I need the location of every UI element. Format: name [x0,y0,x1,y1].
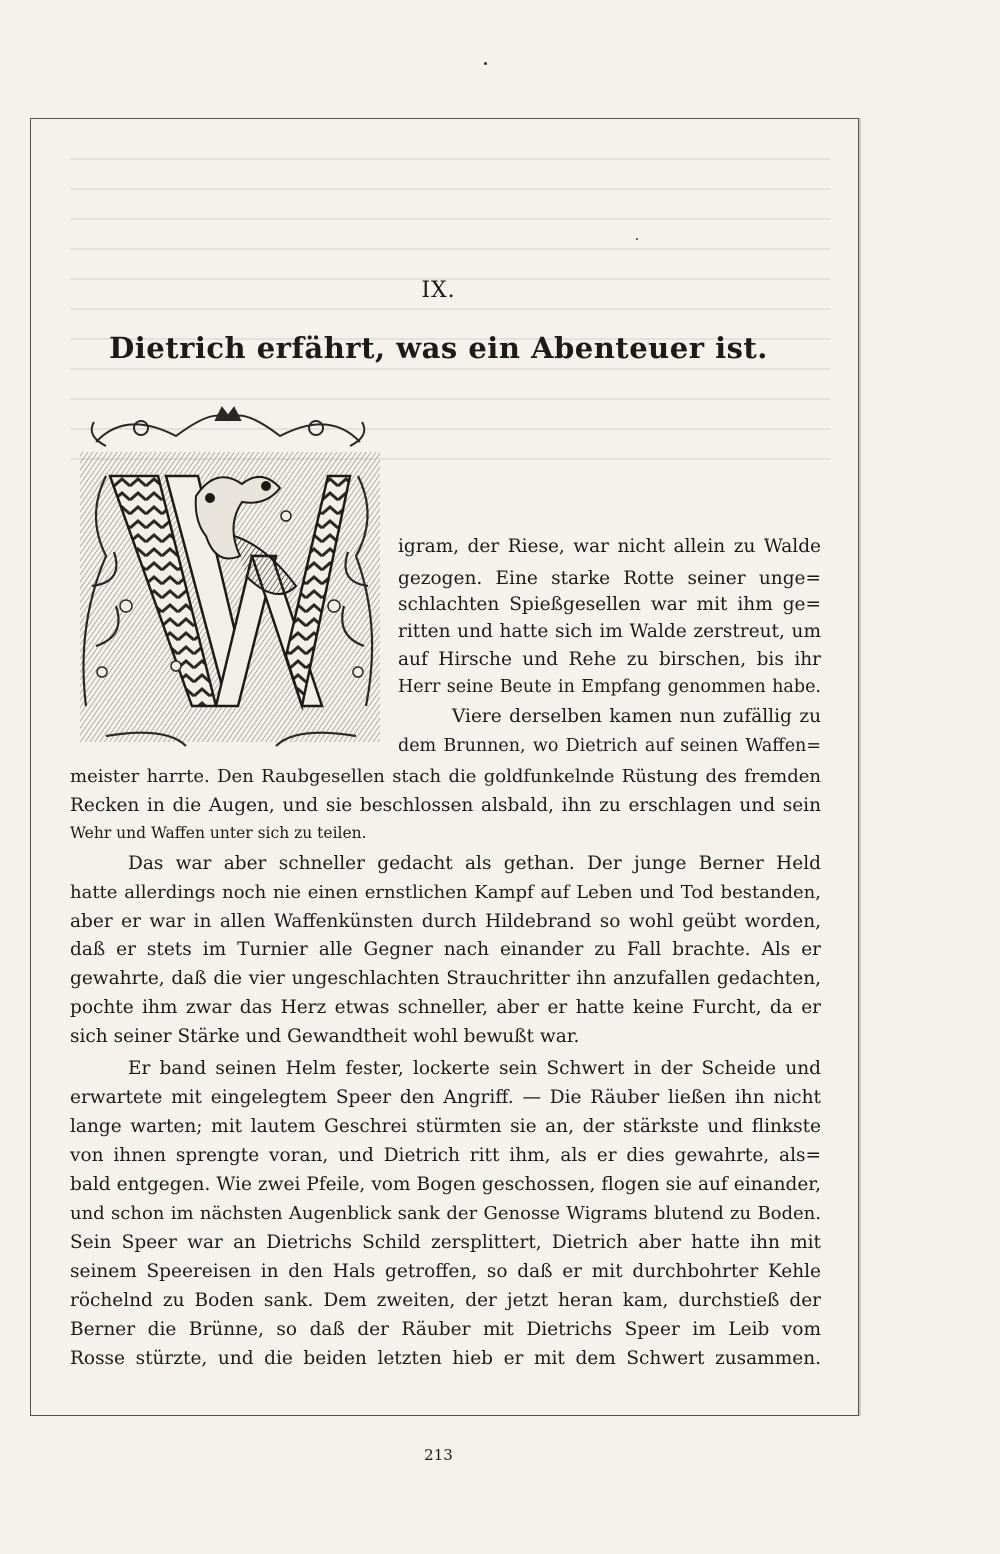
text-line: röchelnd zu Boden sank. Dem zweiten, der jetzt heran kam, durchstieß der [70,1290,821,1311]
text-line: Herr seine Beute in Empfang genommen habe. [398,677,821,697]
text-line: Berner die Brünne, so daß der Räuber mit Dietrichs Speer im Leib vom [70,1319,821,1340]
text-line: Rosse stürzte, und die beiden letzten hieb er mit dem Schwert zusammen. [70,1348,821,1369]
text-line: Sein Speer war an Dietrichs Schild zersplittert, Dietrich aber hatte ihn mit [70,1232,821,1253]
text-line: Er band seinen Helm fester, lockerte sein Schwert in der Scheide und [128,1058,821,1079]
chapter-title: Dietrich erfährt, was ein Abenteuer ist. [109,331,768,365]
paper-speck [484,62,487,65]
text-line: aber er war in allen Waffenkünsten durch Hildebrand so wohl geübt worden, [70,911,821,932]
text-line: hatte allerdings noch nie einen ernstlichen Kampf auf Leben und Tod bestanden, [70,882,821,903]
text-line: lange warten; mit lautem Geschrei stürmten sie an, der stärkste und flinkste [70,1116,821,1137]
text-line: gewahrte, daß die vier ungeschlachten Strauchritter ihn anzufallen gedachten, [70,968,821,989]
text-line: igram, der Riese, war nicht allein zu Walde [398,536,821,557]
text-line: sich seiner Stärke und Gewandtheit wohl bewußt war. [70,1026,580,1047]
text-line: ritten und hatte sich im Walde zerstreut, um [398,621,821,642]
text-line: daß er stets im Turnier alle Gegner nach einander zu Fall brachte. Als er [70,939,821,960]
page-number: 213 [424,1446,453,1464]
text-line: Das war aber schneller gedacht als gethan. Der junge Berner Held [128,853,821,874]
text-line: meister harrte. Den Raubgesellen stach die goldfunkelnde Rüstung des fremden [70,766,821,787]
text-line: schlachten Spießgesellen war mit ihm ge= [398,594,821,615]
ornamental-drop-cap [66,406,390,750]
text-line: seinem Speereisen in den Hals getroffen, so daß er mit durchbohrter Kehle [70,1261,821,1282]
text-line: dem Brunnen, wo Dietrich auf seinen Waffen= [398,736,821,756]
text-line: erwartete mit eingelegtem Speer den Angriff. — Die Räuber ließen ihn nicht [70,1087,821,1108]
text-line: gezogen. Eine starke Rotte seiner unge= [398,568,821,589]
text-line: und schon im nächsten Augenblick sank der Genosse Wigrams blutend zu Boden. [70,1203,821,1224]
text-line: auf Hirsche und Rehe zu birschen, bis ihr [398,649,821,670]
text-line: von ihnen sprengte voran, und Dietrich ritt ihm, als er dies gewahrte, als= [70,1145,821,1166]
text-line: Viere derselben kamen nun zufällig zu [452,706,821,727]
text-line: Wehr und Waffen unter sich zu teilen. [70,824,367,842]
text-line: Recken in die Augen, und sie beschlossen alsbald, ihn zu erschlagen und sein [70,795,821,816]
chapter-number: IX. [421,278,456,303]
text-line: bald entgegen. Wie zwei Pfeile, vom Bogen geschossen, flogen sie auf einander, [70,1174,821,1195]
crown-ornament [92,408,365,446]
text-line: pochte ihm zwar das Herz etwas schneller, aber er hatte keine Furcht, da er [70,997,821,1018]
